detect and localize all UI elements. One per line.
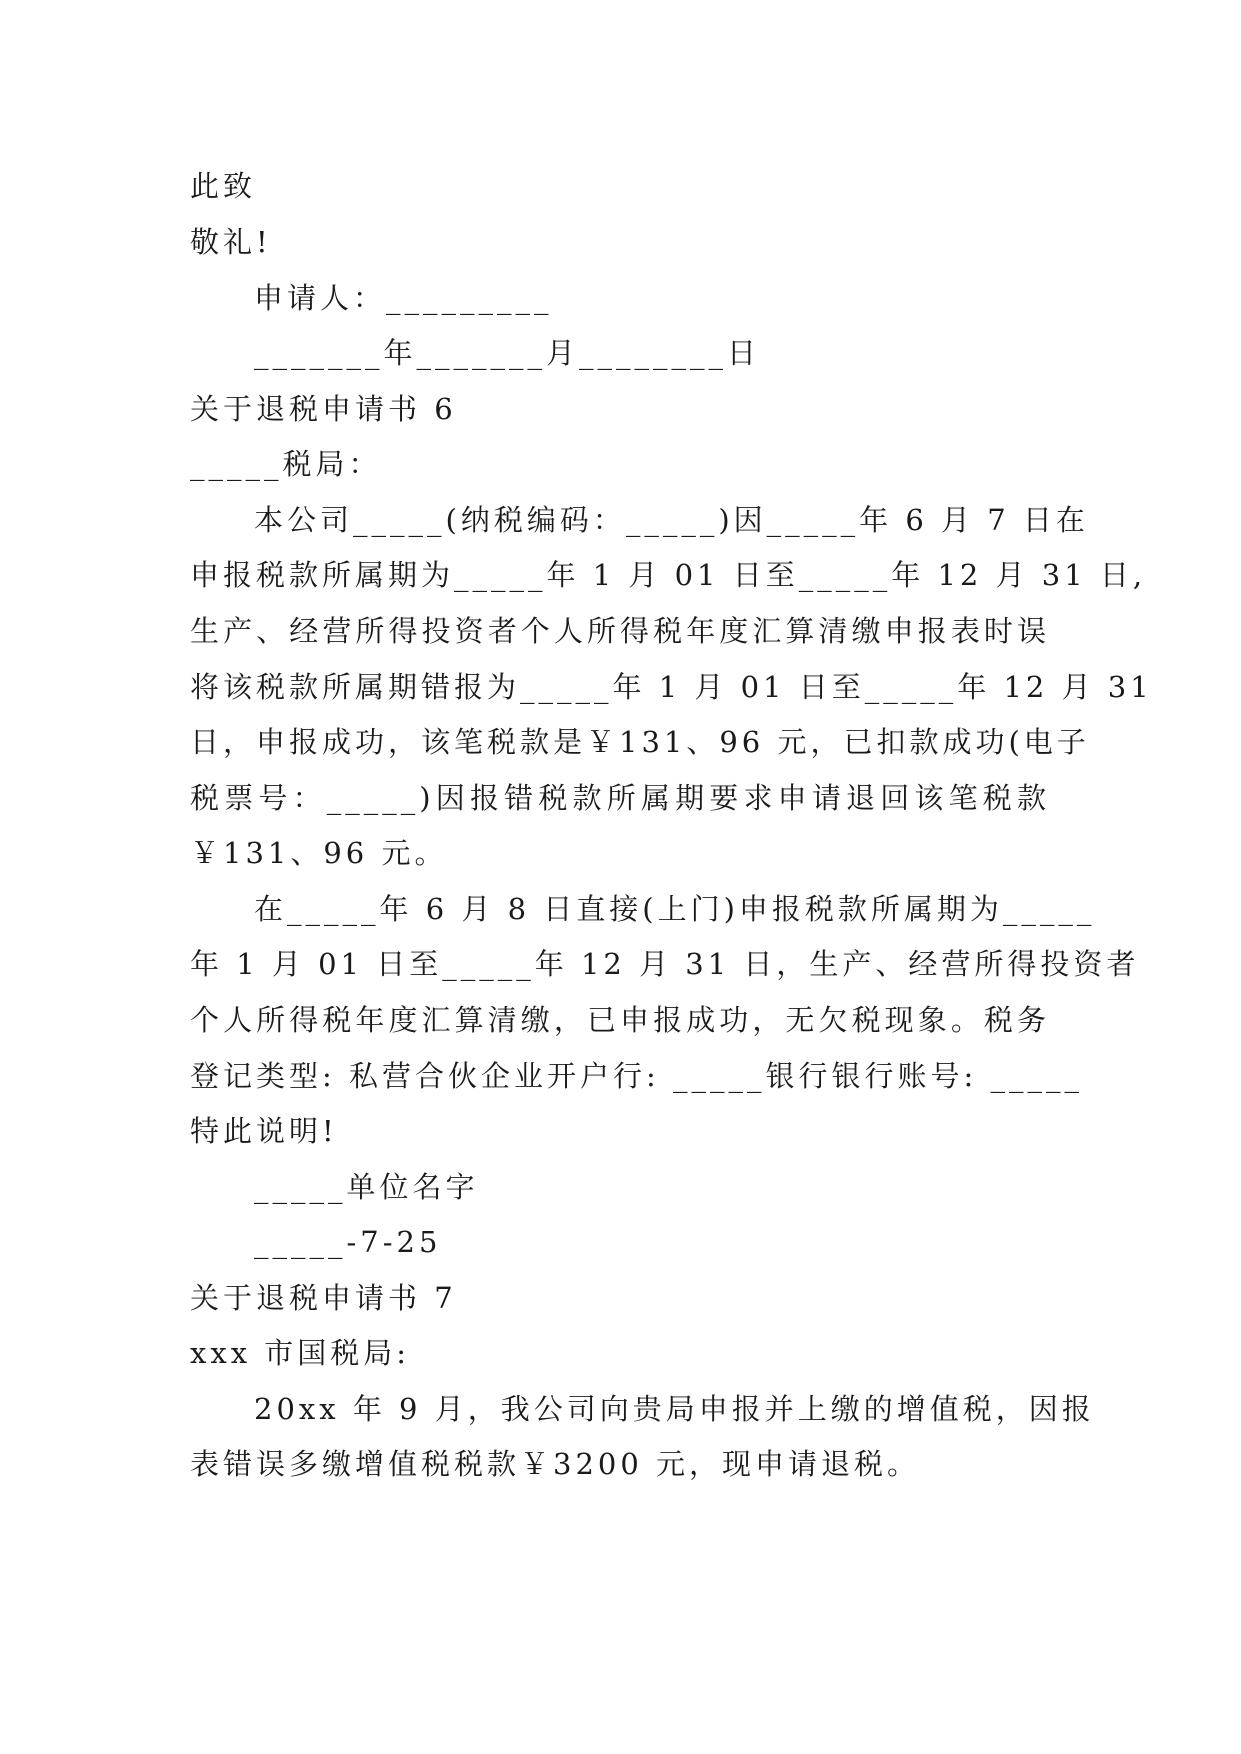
letter6-para1-line: 生产、经营所得投资者个人所得税年度汇算清缴申报表时误	[190, 614, 1050, 648]
closing-date-line: _______年_______月________日	[254, 336, 761, 370]
letter7-para1-line: 20xx 年 9 月，我公司向贵局申报并上缴的增值税，因报	[254, 1392, 1095, 1426]
closing-salutation-2: 敬礼!	[190, 225, 272, 259]
letter6-addressee: _____税局：	[190, 447, 382, 481]
letter7-para1-line: 表错误多缴增值税税款￥3200 元，现申请退税。	[190, 1447, 921, 1481]
letter6-para2-line: 年 1 月 01 日至_____年 12 月 31 日，生产、经营所得投资者	[190, 947, 1140, 981]
letter7-title: 关于退税申请书 7	[190, 1281, 457, 1315]
letter6-para1-line: 将该税款所属期错报为_____年 1 月 01 日至_____年 12 月 31	[190, 670, 1153, 704]
letter6-para1-line: 本公司_____(纳税编码：_____)因_____年 6 月 7 日在	[254, 503, 1089, 537]
letter6-title: 关于退税申请书 6	[190, 392, 457, 426]
letter6-date: _____-7-25	[254, 1225, 442, 1259]
closing-salutation-1: 此致	[190, 169, 257, 203]
letter6-para2-line: 个人所得税年度汇算清缴，已申报成功，无欠税现象。税务	[190, 1003, 1050, 1037]
letter6-para1-line: 日，申报成功，该笔税款是￥131、96 元，已扣款成功(电子	[190, 725, 1090, 759]
letter6-para1-line: 税票号：_____)因报错税款所属期要求申请退回该笔税款	[190, 781, 1050, 815]
applicant-line: 申请人：_________	[254, 281, 553, 315]
letter6-para2-line: 在_____年 6 月 8 日直接(上门)申报税款所属期为_____	[254, 892, 1096, 926]
letter6-para1-line: 申报税款所属期为_____年 1 月 01 日至_____年 12 月 31 日,	[190, 558, 1147, 592]
letter6-para2-line: 特此说明!	[190, 1114, 338, 1148]
letter6-para2-line: 登记类型: 私营合伙企业开户行: _____银行银行账号: _____	[190, 1059, 1083, 1093]
letter6-para1-line: ￥131、96 元。	[190, 836, 448, 870]
letter7-addressee: xxx 市国税局:	[190, 1336, 411, 1370]
letter6-unit-name: _____单位名字	[254, 1170, 479, 1204]
